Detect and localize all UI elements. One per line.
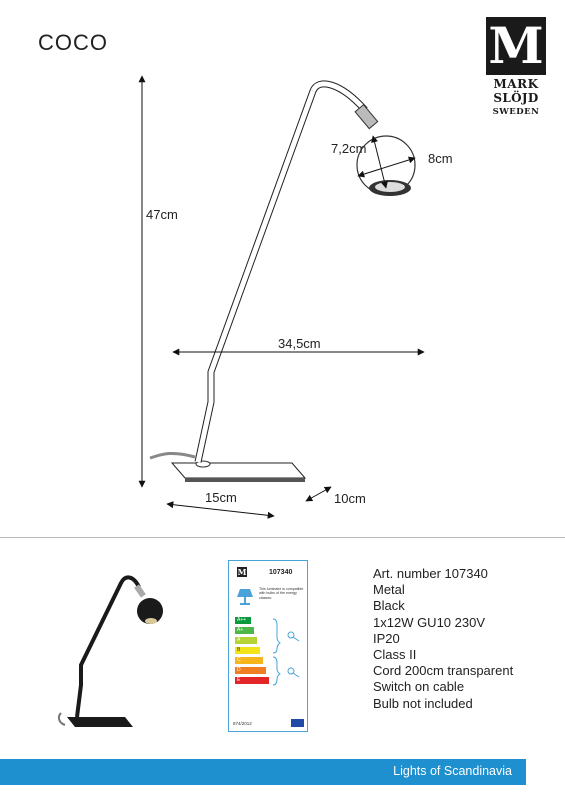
label-article-number: 107340 [269, 569, 293, 576]
logo-line-1: MARK [493, 77, 539, 91]
base-depth-arrow [306, 487, 331, 501]
energy-class-e: E [235, 677, 269, 684]
lamp-base [172, 463, 305, 478]
label-text: This luminaire is compatible with bulbs of the energy classes: [259, 587, 304, 600]
shade-width-label: 8cm [428, 151, 453, 166]
spec-item: Class II [373, 647, 417, 663]
base-width-arrow [167, 504, 274, 516]
reach-label: 34,5cm [278, 336, 321, 351]
eu-flag-icon [291, 719, 304, 727]
lamp-arm [198, 91, 313, 462]
spec-item: Art. number 107340 [373, 566, 488, 581]
shade-height-label: 7,2cm [331, 141, 367, 156]
logo-line-2: SLÖJD [493, 91, 539, 105]
spec-item: Switch on cable [373, 679, 465, 695]
footer-tagline: Lights of Scandinavia [393, 764, 512, 778]
specifications-list [373, 566, 513, 712]
logo-letter: M [486, 17, 546, 75]
lamp-cord [150, 453, 195, 458]
energy-class-a2: A++ [235, 617, 251, 624]
energy-class-d: D [235, 667, 266, 674]
energy-brackets [271, 617, 303, 687]
spec-item: Cord 200cm transparent [373, 663, 514, 679]
product-photo [55, 565, 175, 735]
base-depth-label: 10cm [334, 491, 366, 506]
label-regulation: 874/2012 [233, 721, 252, 726]
spec-item: Bulb not included [373, 695, 473, 711]
section-divider [0, 537, 565, 538]
base-width-label: 15cm [205, 490, 237, 505]
spec-item: 1x12W GU10 230V [373, 614, 486, 630]
footer-bar [0, 759, 526, 785]
bulb-icon [235, 586, 255, 606]
energy-class-a1: A+ [235, 627, 254, 634]
spec-item: Metal [373, 582, 405, 598]
label-logo: M [237, 567, 247, 577]
product-title: COCO [38, 30, 108, 55]
spec-item: Black [373, 598, 405, 614]
energy-class-b: B [235, 647, 260, 654]
spec-item: IP20 [373, 630, 400, 646]
energy-class-c: C [235, 657, 263, 664]
energy-label [228, 560, 308, 732]
logo-line-3: SWEDEN [492, 107, 540, 117]
energy-class-a: A [235, 637, 257, 644]
height-label: 47cm [146, 207, 178, 222]
